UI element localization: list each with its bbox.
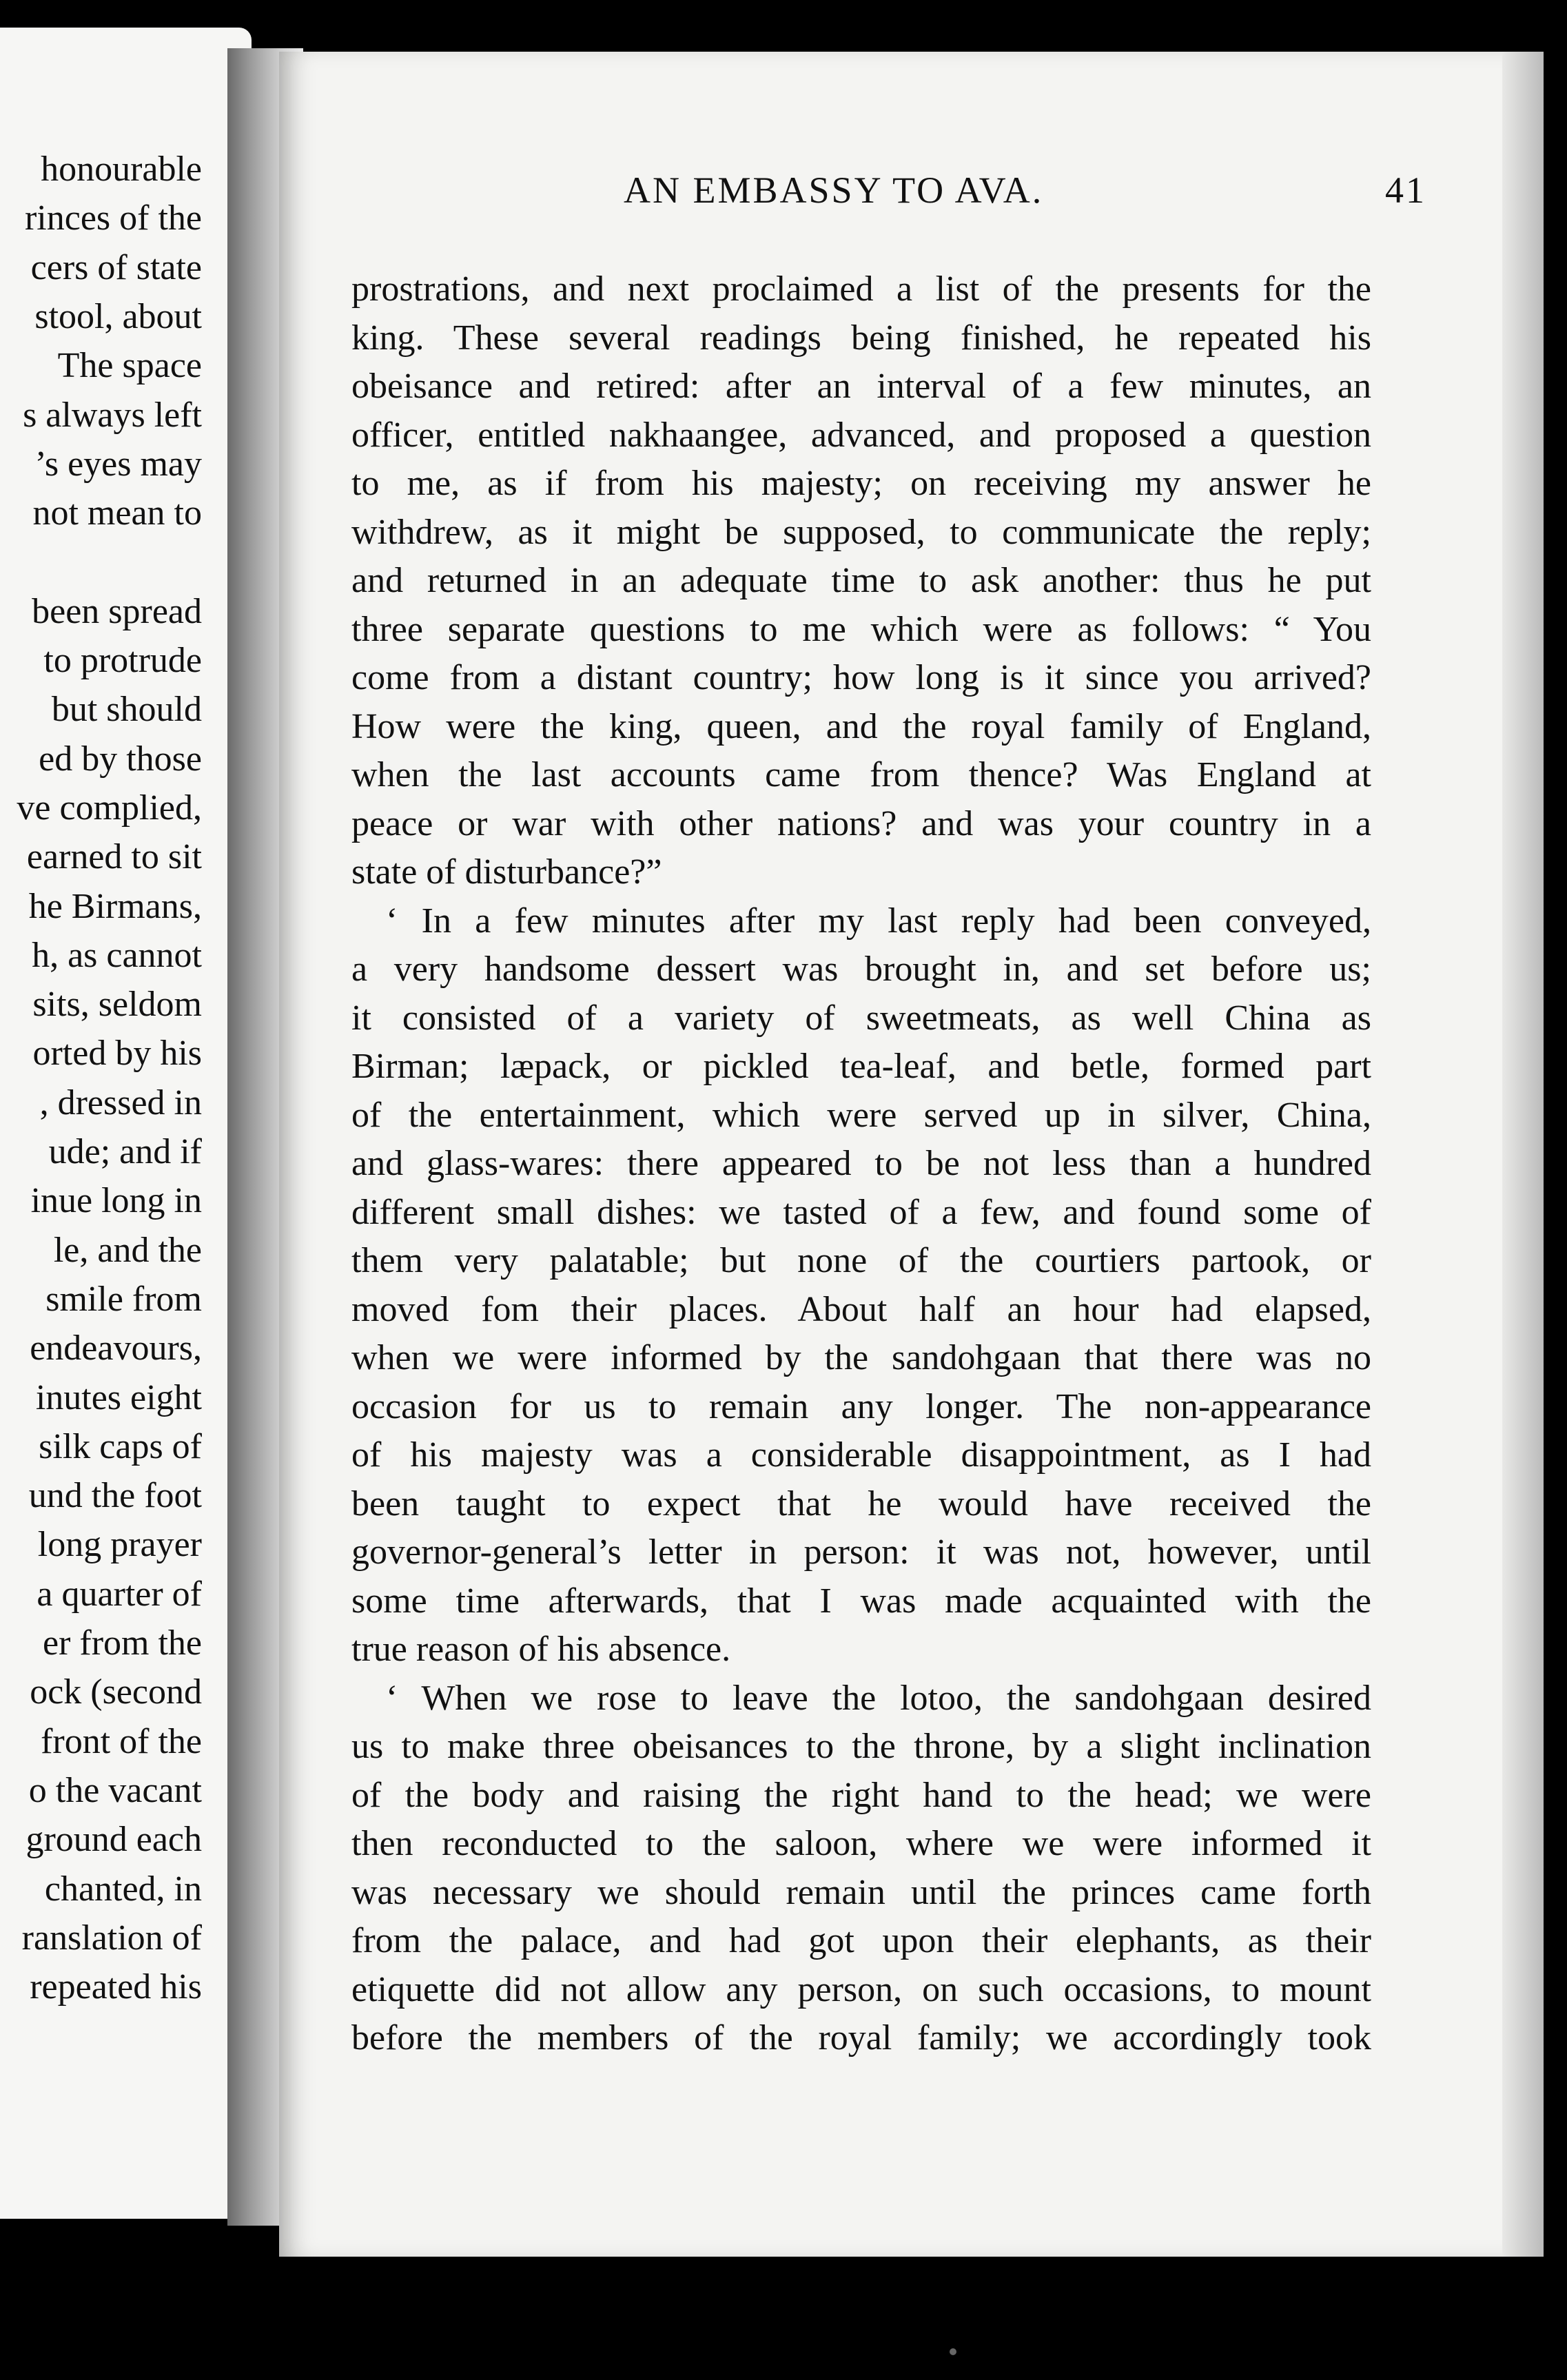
facing-page-line: ground each [25, 1820, 202, 1860]
facing-page-line: to protrude [43, 641, 202, 680]
text-line: withdrew, as it might be supposed, to communicate the reply; [351, 512, 1371, 552]
facing-page-line: endeavours, [30, 1329, 202, 1368]
text-line: governor-general’s letter in person: it was not, however, until [351, 1532, 1371, 1572]
facing-page-line: o the vacant [28, 1770, 202, 1810]
text-line: of his majesty was a considerable disappointment, as I had [351, 1435, 1371, 1475]
facing-page-line: ed by those [39, 739, 202, 779]
text-line: then reconducted to the saloon, where we were informed it [351, 1824, 1371, 1863]
facing-page-line: repeated his [30, 1967, 202, 2007]
facing-page-line: sits, seldom [32, 985, 202, 1025]
facing-page-line: silk caps of [39, 1426, 202, 1466]
text-line: three separate questions to me which were as follows: “ You [351, 609, 1371, 649]
facing-page-line: but should [51, 690, 202, 730]
text-line: some time afterwards, that I was made acquainted with the [351, 1581, 1371, 1621]
facing-page-line: not mean to [32, 493, 202, 533]
text-line: from the palace, and had got upon their elephants, as their [351, 1921, 1371, 1960]
text-line: us to make three obeisances to the throne, by a slight inclination [351, 1727, 1371, 1766]
facing-page-line: he Birmans, [28, 886, 202, 926]
text-line: when the last accounts came from thence? Was England at [351, 755, 1371, 794]
text-line: moved fom their places. About half an hour had elapsed, [351, 1289, 1371, 1329]
text-line: and glass-wares: there appeared to be not less than a hundred [351, 1144, 1371, 1183]
text-line: and returned in an adequate time to ask another: thus he put [351, 561, 1371, 600]
facing-page-line: inutes eight [35, 1377, 202, 1417]
text-line: different small dishes: we tasted of a few, and found some of [351, 1192, 1371, 1232]
facing-page-line: rinces of the [24, 198, 202, 238]
facing-page-line: h, as cannot [32, 935, 202, 975]
text-line: How were the king, queen, and the royal family of England, [351, 706, 1371, 746]
facing-page-line: honourable [41, 150, 202, 189]
text-line: it consisted of a variety of sweetmeats, as well China as [351, 998, 1371, 1038]
text-line: etiquette did not allow any person, on such occasions, to mount [351, 1969, 1371, 2009]
text-line: been taught to expect that he would have received the [351, 1484, 1371, 1524]
facing-page-line: ranslation of [21, 1918, 202, 1958]
facing-page-line: earned to sit [26, 837, 202, 877]
text-line: them very palatable; but none of the courtiers partook, or [351, 1241, 1371, 1280]
facing-page-line: long prayer [37, 1525, 202, 1565]
text-line: a very handsome dessert was brought in, and set before us; [351, 950, 1371, 989]
facing-page-line: ude; and if [48, 1132, 202, 1171]
body-text [351, 265, 1371, 2063]
facing-page-line: orted by his [32, 1034, 202, 1074]
text-line: was necessary we should remain until the princes came forth [351, 1872, 1371, 1912]
facing-page-line: front of the [41, 1721, 202, 1761]
text-line: state of disturbance?” [351, 852, 662, 892]
text-line: obeisance and retired: after an interval of a few minutes, an [351, 367, 1371, 406]
text-line: of the entertainment, which were served up in silver, China, [351, 1095, 1371, 1135]
book-page [279, 52, 1509, 2257]
text-line: when we were informed by the sandohgaan that there was no [351, 1338, 1371, 1377]
scan-speck [950, 2348, 956, 2355]
running-title: AN EMBASSY TO AVA. [624, 170, 1044, 211]
facing-page-line: cers of state [30, 247, 202, 287]
facing-page-line: , dressed in [39, 1083, 202, 1122]
text-line: ‘ In a few minutes after my last reply had been conveyed, [386, 901, 1371, 941]
text-line: prostrations, and next proclaimed a list of the presents for the [351, 269, 1371, 309]
text-line: king. These several readings being finished, he repeated his [351, 318, 1371, 358]
facing-page-line: a quarter of [37, 1574, 202, 1614]
facing-page-line: er from the [42, 1623, 202, 1663]
facing-page [0, 28, 252, 2219]
facing-page-line: s always left [23, 395, 202, 435]
facing-page-line: The space [57, 346, 202, 386]
facing-page-line: le, and the [53, 1230, 202, 1270]
text-line: before the members of the royal family; we accordingly took [351, 2018, 1371, 2058]
text-line: ‘ When we rose to leave the lotoo, the sandohgaan desired [386, 1678, 1371, 1718]
facing-page-line: smile from [45, 1279, 202, 1319]
facing-page-line: inue long in [30, 1181, 202, 1221]
text-line: officer, entitled nakhaangee, advanced, and proposed a question [351, 415, 1371, 455]
facing-page-line: chanted, in [44, 1869, 202, 1909]
page-number: 41 [1385, 170, 1426, 211]
facing-page-line: ock (second [30, 1672, 202, 1712]
text-line: come from a distant country; how long is it since you arrived? [351, 658, 1371, 697]
facing-page-line: ’s eyes may [34, 444, 202, 484]
facing-page-line: stool, about [34, 296, 202, 336]
text-line: occasion for us to remain any longer. The non-appearance [351, 1386, 1371, 1426]
text-line: peace or war with other nations? and was your country in a [351, 803, 1371, 843]
text-line: true reason of his absence. [351, 1630, 731, 1669]
facing-page-line: been spread [32, 591, 202, 631]
facing-page-line: und the foot [28, 1476, 202, 1516]
text-line: Birman; læpack, or pickled tea-leaf, and betle, formed part [351, 1047, 1371, 1086]
text-line: to me, as if from his majesty; on receiving my answer he [351, 464, 1371, 503]
facing-page-line: ve complied, [17, 788, 202, 828]
text-line: of the body and raising the right hand to the head; we were [351, 1775, 1371, 1815]
